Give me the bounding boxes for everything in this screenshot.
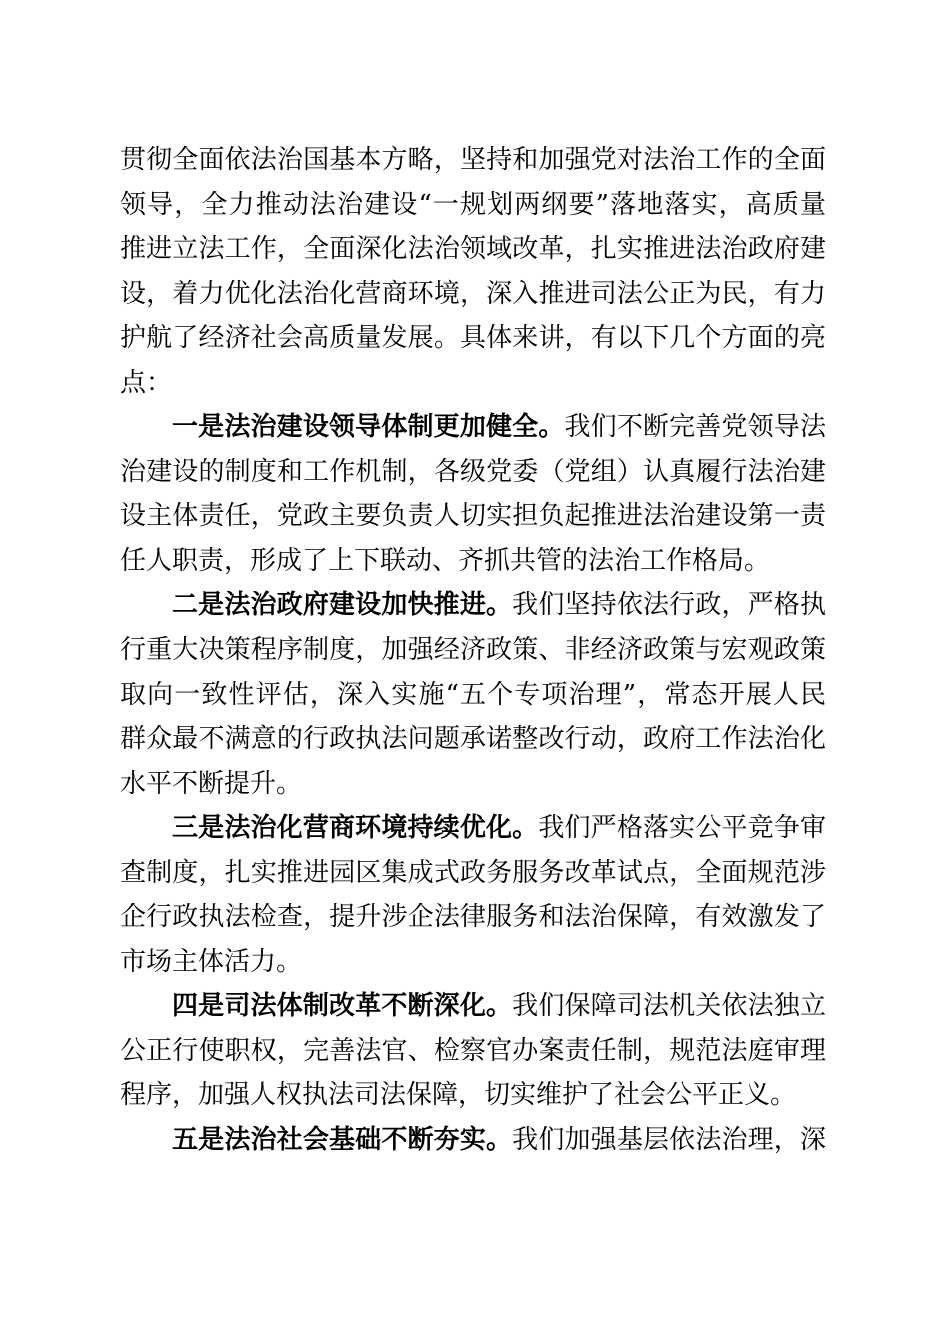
paragraph-5 xyxy=(120,984,826,1118)
paragraph-text: 我们坚持依法行政，严格执 xyxy=(512,590,826,621)
paragraph-line: 领导，全力推动法治建设“一规划两纲要”落地落实，高质量 xyxy=(120,189,826,220)
paragraph-1 xyxy=(120,138,826,405)
paragraph-line xyxy=(120,583,826,628)
paragraph-lead-heading: 二是法治政府建设加快推进。 xyxy=(172,590,513,621)
paragraph-6 xyxy=(120,1118,826,1163)
paragraph-line: 市场主体活力。 xyxy=(120,946,303,977)
paragraph-lead-heading: 四是司法体制改革不断深化。 xyxy=(172,991,513,1022)
paragraph-line xyxy=(120,806,826,851)
paragraph-3 xyxy=(120,583,826,806)
paragraph-lead-heading: 一是法治建设领导体制更加健全。 xyxy=(172,412,565,443)
paragraph-line xyxy=(120,984,826,1029)
paragraph-lead-heading: 五是法治社会基础不断夯实。 xyxy=(172,1125,513,1156)
paragraph-text: 我们严格落实公平竞争审 xyxy=(538,813,826,844)
paragraph-line: 护航了经济社会高质量发展。具体来讲，有以下几个方面的亮 xyxy=(120,323,826,354)
paragraph-line xyxy=(120,405,826,450)
paragraph-line: 公正行使职权，完善法官、检察官办案责任制，规范法庭审理 xyxy=(120,1035,826,1066)
paragraph-line: 治建设的制度和工作机制，各级党委（党组）认真履行法治建 xyxy=(120,456,826,487)
paragraph-line: 推进立法工作，全面深化法治领域改革，扎实推进法治政府建 xyxy=(120,234,826,265)
paragraph-lead-heading: 三是法治化营商环境持续优化。 xyxy=(172,813,539,844)
paragraph-line: 取向一致性评估，深入实施“五个专项治理”，常态开展人民 xyxy=(120,679,826,710)
paragraph-line: 点： xyxy=(120,367,173,398)
paragraph-line: 任人职责，形成了上下联动、齐抓共管的法治工作格局。 xyxy=(120,545,771,576)
paragraph-text: 贯彻全面依法治国基本方略，坚持和加强党对法治工作的全面 xyxy=(120,145,826,175)
paragraph-line: 查制度，扎实推进园区集成式政务服务改革试点，全面规范涉 xyxy=(120,857,826,888)
paragraph-line xyxy=(120,138,826,183)
paragraph-line: 行重大决策程序制度，加强经济政策、非经济政策与宏观政策 xyxy=(120,635,826,666)
paragraph-line: 程序，加强人权执法司法保障，切实维护了社会公平正义。 xyxy=(120,1080,797,1111)
paragraph-line: 设，着力优化法治化营商环境，深入推进司法公正为民，有力 xyxy=(120,278,826,309)
paragraph-line: 群众最不满意的行政执法问题承诺整改行动，政府工作法治化 xyxy=(120,724,826,755)
paragraph-text: 我们不断完善党领导法 xyxy=(564,412,826,443)
paragraph-line: 企行政执法检查，提升涉企法律服务和法治保障，有效激发了 xyxy=(120,902,826,933)
paragraph-text: 我们加强基层依法治理，深 xyxy=(512,1125,826,1156)
paragraph-line: 设主体责任，党政主要负责人切实担负起推进法治建设第一责 xyxy=(120,501,826,532)
paragraph-line xyxy=(120,1118,826,1163)
paragraph-4 xyxy=(120,806,826,984)
paragraph-2 xyxy=(120,405,826,583)
paragraph-text: 我们保障司法机关依法独立 xyxy=(512,991,826,1022)
paragraph-line: 水平不断提升。 xyxy=(120,768,303,799)
document-body xyxy=(120,138,826,1163)
